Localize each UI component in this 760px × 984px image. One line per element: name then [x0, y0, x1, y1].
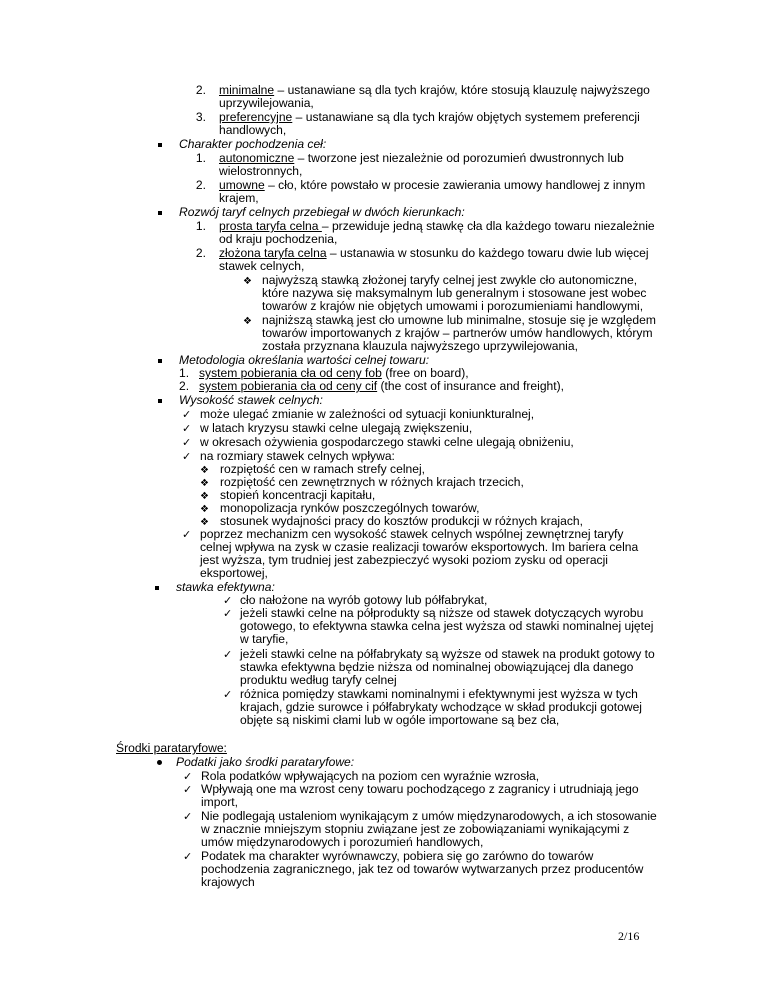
- square-bullet-icon: [158, 394, 162, 407]
- section-heading: stawka efektywna:: [176, 580, 275, 594]
- list-item-cont: objęte są niskimi cłami lub w ogóle importowane są bez cła,: [240, 713, 560, 727]
- text: – cło, które powstało w procesie zawierania umowy handlowej z innym: [264, 178, 646, 192]
- list-item: Podatek ma charakter wyrównawczy, pobiera się go zarówno do towarów: [201, 849, 594, 863]
- autonomiczne-cont: wielostronnych,: [219, 164, 303, 178]
- list-number: 3.: [195, 110, 206, 124]
- list-item-cont: stawka efektywna będzie niższa od nominalnej obowiązującej dla danego: [240, 660, 634, 674]
- list-item: jeżeli stawki celne na półfabrykaty są wyższe od stawek na produkt gotowy to: [240, 647, 655, 661]
- section-heading: Podatki jako środki parataryfowe:: [176, 755, 355, 769]
- list-item: Rola podatków wpływających na poziom cen wyraźnie wzrosła,: [201, 769, 540, 783]
- list-item: w latach kryzysu stawki celne ulegają zwiększeniu,: [200, 421, 473, 435]
- square-bullet-icon: [158, 138, 162, 151]
- diamond-bullet-icon: [200, 463, 209, 477]
- list-item-cont: eksportowej,: [200, 566, 268, 580]
- check-icon: [182, 528, 191, 541]
- text: – przewiduje jedną stawkę cła dla każdego towaru niezależnie: [321, 219, 655, 233]
- list-item-cont: gotowego, to efektywna stawka celna jest wyższa od stawki nominalnej ujętej: [240, 619, 654, 633]
- preferencyjne-cont: handlowych,: [219, 123, 287, 137]
- list-item: Nie podlegają ustaleniom wynikającym z umów międzynarodowych, a ich stosowanie: [201, 809, 657, 823]
- term: system pobierania cła od ceny cif: [199, 379, 378, 393]
- sub-item-line: najwyższą stawką złożonej taryfy celnej jest zwykle cło autonomiczne,: [262, 273, 638, 287]
- list-item-cont: krajach, gdzie surowce i półfabrykaty wchodzące w skład produkcji gotowej: [240, 700, 642, 714]
- text: – ustanawiane są dla tych krajów objętych systemem preferencji: [292, 110, 640, 124]
- term: autonomiczne: [219, 151, 295, 165]
- term: złożona taryfa celna: [219, 246, 327, 260]
- square-bullet-icon: [158, 206, 162, 219]
- square-bullet-icon: [155, 581, 159, 594]
- check-icon: [223, 607, 232, 620]
- square-bullet-icon: [158, 354, 162, 367]
- check-icon: [183, 810, 192, 823]
- list-item-cont: w znacznie mniejszym stopniu związane jest ze zobowiązaniami wynikającymi z: [201, 822, 630, 836]
- prosta-cont: od kraju pochodzenia,: [219, 232, 338, 246]
- section-heading: Metodologia określania wartości celnej towaru:: [179, 353, 430, 367]
- check-icon: [223, 648, 232, 661]
- check-icon: [182, 450, 191, 463]
- factor-item: rozpiętość cen w ramach strefy celnej,: [220, 462, 426, 476]
- list-item: w okresach ożywienia gospodarczego stawki celne ulegają obniżeniu,: [200, 435, 574, 449]
- list-item: na rozmiary stawek celnych wpływa:: [200, 449, 395, 463]
- list-number: 1.: [195, 219, 206, 233]
- text: – tworzone jest niezależnie od porozumień dwustronnych lub: [294, 151, 624, 165]
- list-number: 1.: [179, 366, 190, 380]
- text: (the cost of insurance and freight),: [377, 379, 565, 393]
- list-item-cont: w taryfie,: [240, 632, 289, 646]
- diamond-bullet-icon: [200, 502, 209, 516]
- list-number: 2.: [195, 83, 206, 97]
- zlozona-cont: stawek celnych,: [219, 259, 305, 273]
- term: system pobierania cła od ceny fob: [199, 366, 382, 380]
- term: minimalne: [219, 83, 275, 97]
- list-item: Wpływają one ma wzrost ceny towaru pochodzącego z zagranicy i utrudniają jego: [201, 782, 639, 796]
- list-item-cont: krajowych: [201, 875, 255, 889]
- sub-item-line: towarów importowanych z krajów – partnerów umów handlowych, którym: [262, 326, 653, 340]
- check-icon: [182, 422, 191, 435]
- list-number: 2.: [195, 178, 206, 192]
- factor-item: stopień koncentracji kapitału,: [220, 488, 376, 502]
- section-title: Środki parataryfowe:: [116, 741, 227, 755]
- section-heading: Wysokość stawek celnych:: [179, 393, 323, 407]
- list-item: poprzez mechanizm cen wysokość stawek celnych wspólnej zewnętrznej taryfy: [200, 527, 624, 541]
- section-heading: Charakter pochodzenia ceł:: [179, 137, 327, 151]
- check-icon: [182, 408, 191, 421]
- check-icon: [223, 688, 232, 701]
- list-number: 2.: [179, 379, 190, 393]
- check-icon: [183, 783, 192, 796]
- section-heading: Rozwój taryf celnych przebiegał w dwóch kierunkach:: [179, 205, 465, 219]
- factor-item: stosunek wydajności pracy do kosztów produkcji w różnych krajach,: [220, 514, 583, 528]
- text: (free on board),: [381, 366, 469, 380]
- list-item-cont: celnej wpływa na zysk w czasie realizacji towarów eksportowych. Im bariera celna: [200, 540, 639, 554]
- term: preferencyjne: [219, 110, 293, 124]
- page-number: 2/16: [618, 929, 640, 943]
- factor-item: monopolizacja rynków poszczególnych towarów,: [220, 501, 480, 515]
- text: – ustanawiane są dla tych krajów, które stosują klauzulę najwyższego: [274, 83, 650, 97]
- list-item: różnica pomiędzy stawkami nominalnymi i efektywnymi jest wyższa w tych: [240, 687, 638, 701]
- sub-item-line: została przyznana klauzula najwyższego uprzywilejowania,: [262, 339, 578, 353]
- list-item-cont: produktu według taryfy celnej: [240, 673, 397, 687]
- diamond-bullet-icon: [243, 314, 252, 328]
- check-icon: [182, 436, 191, 449]
- sub-item-line: które nazywa się maksymalnym lub generalnym i stosowane jest wobec: [262, 286, 647, 300]
- minimalne-cont: uprzywilejowania,: [219, 96, 314, 110]
- check-icon: [223, 594, 232, 607]
- circle-bullet-icon: [157, 756, 162, 769]
- method-item: [199, 380, 564, 393]
- list-item: jeżeli stawki celne na półprodukty są niższe od stawek dotyczących wyrobu: [240, 606, 644, 620]
- list-item: cło nałożone na wyrób gotowy lub półfabrykat,: [240, 593, 488, 607]
- factor-item: rozpiętość cen zewnętrznych w różnych krajach trzecich,: [220, 475, 524, 489]
- diamond-bullet-icon: [200, 489, 209, 503]
- check-icon: [183, 850, 192, 863]
- sub-item-line: towarów z krajów nie objętych umowami i porozumieniami handlowymi,: [262, 299, 644, 313]
- check-icon: [183, 770, 192, 783]
- list-item-cont: pochodzenia zagranicznego, jak tez od towarów wytwarzanych przez producentów: [201, 862, 644, 876]
- list-item-cont: import,: [201, 795, 238, 809]
- list-item: może ulegać zmianie w zależności od sytuacji koniunkturalnej,: [200, 407, 535, 421]
- diamond-bullet-icon: [200, 476, 209, 490]
- list-item-cont: jest wyższa, tym trudniej jest zabezpieczyć wysoki poziom zysku od operacji: [200, 553, 608, 567]
- umowne-item: [219, 179, 645, 192]
- term: prosta taryfa celna: [219, 219, 322, 233]
- text: – ustanawia w stosunku do każdego towaru dwie lub więcej: [326, 246, 649, 260]
- list-item-cont: umów międzynarodowych i porozumień handlowych,: [201, 835, 484, 849]
- term: umowne: [219, 178, 265, 192]
- list-number: 2.: [195, 246, 206, 260]
- umowne-cont: krajem,: [219, 191, 259, 205]
- sub-item-line: najniższą stawką jest cło umowne lub minimalne, stosuje się je względem: [262, 313, 656, 327]
- list-number: 1.: [195, 151, 206, 165]
- diamond-bullet-icon: [243, 274, 252, 288]
